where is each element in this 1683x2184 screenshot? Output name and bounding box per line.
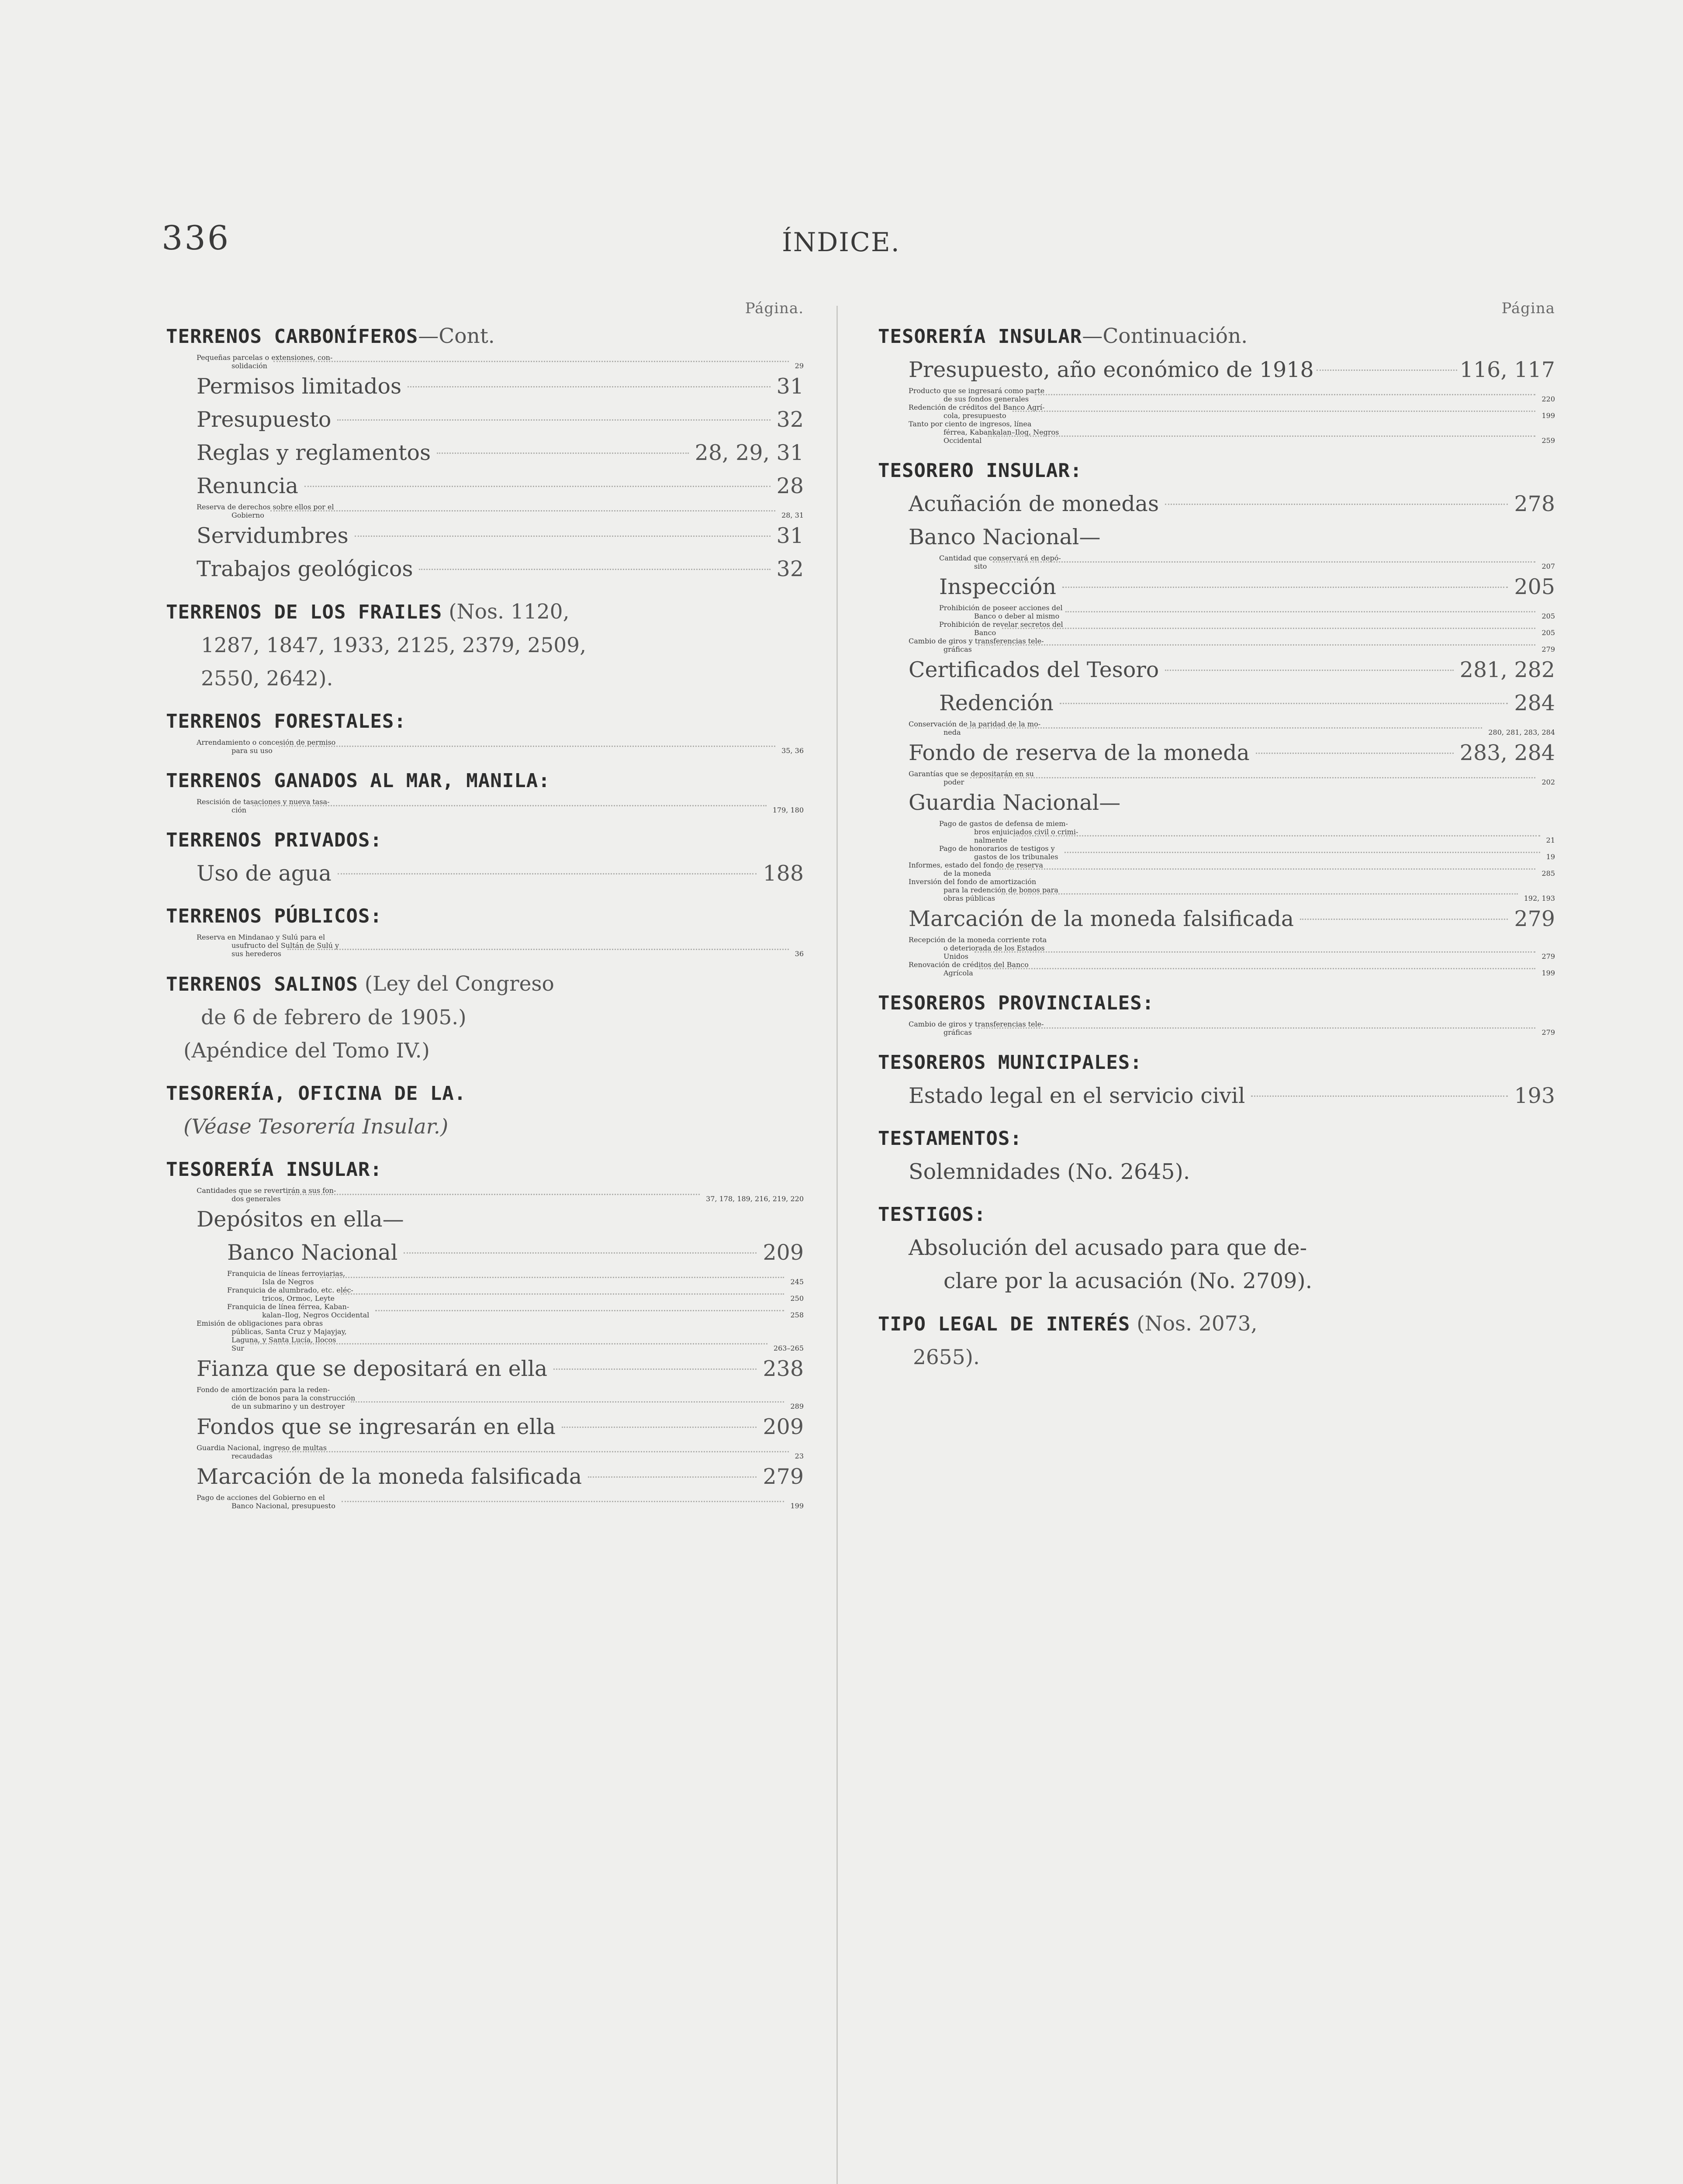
- heading-continuation: (Apéndice del Tomo IV.): [183, 1039, 430, 1063]
- index-entry: Cantidad que conservará en depó- sito 207: [939, 554, 1555, 570]
- page-number: 336: [162, 218, 231, 257]
- section-heading: TESOREROS MUNICIPALES:: [878, 1051, 1142, 1074]
- index-entry: Reserva en Mindanao y Sulú para el usufructo del Sultán de Sulú y sus herederos 36: [197, 933, 804, 958]
- index-entry: Solemnidades (No. 2645).: [909, 1159, 1190, 1184]
- section-heading: TESORERO INSULAR:: [878, 460, 1082, 482]
- index-entry: Depósitos en ella—: [197, 1207, 404, 1232]
- index-entry: Rescisión de tasaciones y nueva tasa- ción 179, 180: [197, 798, 804, 814]
- column-divider: [836, 306, 838, 2184]
- index-entry: Trabajos geológicos 32: [197, 556, 804, 581]
- index-entry: Prohibición de poseer acciones del Banco o deber al mismo 205: [939, 604, 1555, 620]
- section-heading: TIPO LEGAL DE INTERÉS (Nos. 2073,: [878, 1312, 1258, 1336]
- section-heading: TESORERÍA INSULAR—Continuación.: [878, 324, 1248, 348]
- index-entry: Prohibición de revelar secretos del Banco 205: [939, 620, 1555, 637]
- section-heading: TESTAMENTOS:: [878, 1127, 1022, 1150]
- index-entry: Marcación de la moneda falsificada 279: [909, 906, 1555, 931]
- index-section: [878, 1122, 1555, 1189]
- index-entry: Servidumbres 31: [197, 523, 804, 548]
- section-heading: TERRENOS GANADOS AL MAR, MANILA:: [166, 770, 550, 792]
- heading-continuation: 1287, 1847, 1933, 2125, 2379, 2509,: [201, 633, 587, 657]
- index-entry: Marcación de la moneda falsificada 279: [197, 1464, 804, 1489]
- section-heading: TERRENOS FORESTALES:: [166, 710, 406, 733]
- index-entry: Presupuesto, año económico de 1918 116, 117: [909, 357, 1555, 382]
- pagina-label: Página: [1501, 300, 1555, 317]
- left-column: [166, 297, 804, 1520]
- index-entry: Pago de gastos de defensa de miem- bros enjuiciados civil o crimi- nalmente 21: [939, 819, 1555, 844]
- index-section: [166, 705, 804, 755]
- index-section: [878, 1046, 1555, 1113]
- section-heading: TESORERÍA INSULAR:: [166, 1158, 382, 1181]
- right-column: [878, 297, 1555, 1384]
- section-heading: TERRENOS CARBONÍFEROS—Cont.: [166, 324, 495, 348]
- index-entry: Guardia Nacional—: [909, 790, 1121, 815]
- section-heading: TERRENOS DE LOS FRAILES (Nos. 1120,: [166, 600, 570, 624]
- index-entry-continuation: clare por la acusación (No. 2709).: [943, 1268, 1313, 1293]
- index-entry: Cambio de giros y transferencias tele- gráficas 279: [909, 1020, 1555, 1037]
- section-heading: TERRENOS PÚBLICOS:: [166, 905, 382, 927]
- section-heading: TERRENOS SALINOS (Ley del Congreso: [166, 972, 554, 996]
- index-entry: Emisión de obligaciones para obras públicas, Santa Cruz y Majayjay, Laguna, y Santa Lucía, Ilocos Sur 263–265: [197, 1319, 804, 1352]
- index-section: [166, 1077, 804, 1144]
- index-entry: Banco Nacional—: [909, 525, 1101, 549]
- index-entry: Absolución del acusado para que de-: [909, 1235, 1307, 1260]
- index-entry: Pago de honorarios de testigos y gastos de los tribunales 19: [939, 844, 1555, 861]
- index-entry: Informes, estado del fondo de reserva de la moneda 285: [909, 861, 1555, 878]
- heading-continuation: 2550, 2642).: [201, 667, 333, 691]
- index-section: [166, 595, 804, 695]
- index-entry: Banco Nacional 209: [227, 1240, 804, 1265]
- pagina-label: Página.: [745, 300, 804, 317]
- index-entry: Franquicia de alumbrado, etc. eléc- tricos, Ormoc, Leyte 250: [227, 1286, 804, 1303]
- index-entry: Cantidades que se revertirán a sus fon- dos generales 37, 178, 189, 216, 219, 220: [197, 1186, 804, 1203]
- cross-reference: (Véase Tesorería Insular.): [183, 1115, 449, 1139]
- index-entry: Producto que se ingresará como parte de sus fondos generales 220: [909, 387, 1555, 403]
- index-entry: Estado legal en el servicio civil 193: [909, 1083, 1555, 1108]
- index-entry: Tanto por ciento de ingresos, línea férrea, Kabankalan–Ilog, Negros Occidental 259: [909, 420, 1555, 445]
- index-section: [166, 764, 804, 814]
- index-entry: Recepción de la moneda corriente rota o deteriorada de los Estados Unidos 279: [909, 936, 1555, 961]
- index-entry: Acuñación de monedas 278: [909, 491, 1555, 516]
- index-entry: Redención 284: [939, 691, 1555, 715]
- index-entry: Franquicia de línea férrea, Kaban- kalan–Ilog, Negros Occidental 258: [227, 1303, 804, 1319]
- index-section: [166, 320, 804, 586]
- index-section: [166, 1153, 804, 1510]
- index-entry: Certificados del Tesoro 281, 282: [909, 657, 1555, 682]
- section-heading: TESOREROS PROVINCIALES:: [878, 992, 1154, 1014]
- index-entry: Redención de créditos del Banco Agrí- cola, presupuesto 199: [909, 403, 1555, 420]
- section-heading: TERRENOS PRIVADOS:: [166, 829, 382, 851]
- index-entry: Fianza que se depositará en ella 238: [197, 1356, 804, 1381]
- index-section: [878, 1307, 1555, 1374]
- index-section: [878, 987, 1555, 1037]
- index-entry: Inspección 205: [939, 574, 1555, 599]
- index-entry: Fondo de reserva de la moneda 283, 284: [909, 740, 1555, 765]
- index-section: [166, 968, 804, 1068]
- index-section: [166, 824, 804, 890]
- heading-continuation: 2655).: [913, 1345, 980, 1369]
- index-entry: Conservación de la paridad de la mo- neda 280, 281, 283, 284: [909, 720, 1555, 736]
- index-section: [878, 1198, 1555, 1298]
- index-entry: Arrendamiento o concesión de permiso para su uso 35, 36: [197, 738, 804, 755]
- index-entry: Fondo de amortización para la reden- ción de bonos para la construcción de un submarino y un destroyer 289: [197, 1386, 804, 1410]
- index-entry: Reserva de derechos sobre ellos por el Gobierno 28, 31: [197, 503, 804, 519]
- index-entry: Fondos que se ingresarán en ella 209: [197, 1414, 804, 1439]
- index-entry: Presupuesto 32: [197, 407, 804, 432]
- running-head: ÍNDICE.: [782, 227, 900, 258]
- section-heading: TESTIGOS:: [878, 1203, 986, 1226]
- section-heading: TESORERÍA, OFICINA DE LA.: [166, 1082, 467, 1105]
- index-entry: Guardia Nacional, ingreso de multas recaudadas 23: [197, 1444, 804, 1460]
- index-section: [878, 320, 1555, 445]
- index-entry: Pago de acciones del Gobierno en el Banco Nacional, presupuesto 199: [197, 1493, 804, 1510]
- index-entry: Pequeñas parcelas o extensiones, con- solidación 29: [197, 353, 804, 370]
- heading-continuation: de 6 de febrero de 1905.): [201, 1006, 467, 1030]
- index-entry: Cambio de giros y transferencias tele- gráficas 279: [909, 637, 1555, 653]
- index-entry: Renovación de créditos del Banco Agrícola 199: [909, 961, 1555, 977]
- index-section: [166, 900, 804, 958]
- index-entry: Permisos limitados 31: [197, 374, 804, 399]
- index-entry: Garantías que se depositarán en su poder 202: [909, 770, 1555, 786]
- index-entry: Uso de agua 188: [197, 861, 804, 886]
- index-entry: Renuncia 28: [197, 473, 804, 498]
- index-entry: Inversión del fondo de amortización para la redención de bonos para obras públicas 192, 193: [909, 878, 1555, 902]
- index-entry: Franquicia de líneas ferroviarias, Isla de Negros 245: [227, 1269, 804, 1286]
- index-entry: Reglas y reglamentos 28, 29, 31: [197, 440, 804, 465]
- index-section: [878, 454, 1555, 977]
